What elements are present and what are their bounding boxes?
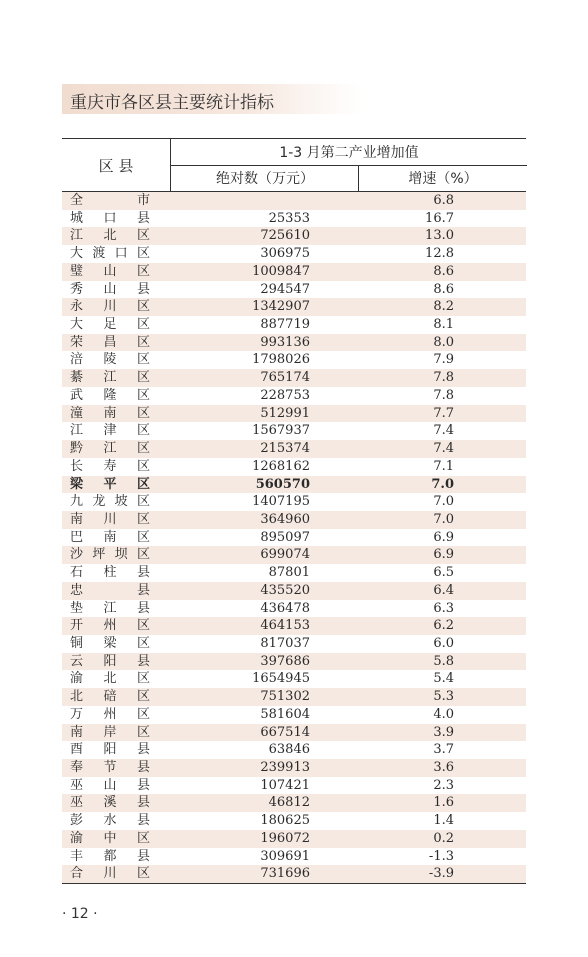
absolute-value: 1798026 — [252, 352, 310, 368]
growth-rate: 4.0 — [433, 706, 454, 722]
district-name: 石 柱 县 — [70, 565, 151, 581]
table-header — [62, 139, 526, 192]
table-row — [62, 440, 526, 458]
page-title: 重庆市各区县主要统计指标 — [70, 93, 274, 113]
absolute-value: 63846 — [268, 742, 310, 758]
growth-rate: 8.0 — [433, 334, 454, 350]
table-row — [62, 830, 526, 848]
district-name: 合 川 区 — [70, 866, 151, 882]
absolute-value: 1567937 — [252, 423, 310, 439]
absolute-value: 725610 — [260, 228, 310, 244]
growth-rate: 6.9 — [433, 529, 454, 545]
absolute-value: 817037 — [260, 635, 310, 651]
growth-rate: 7.4 — [433, 423, 454, 439]
district-name: 涪 陵 区 — [70, 352, 151, 368]
absolute-value: 731696 — [260, 866, 310, 882]
table-row — [62, 227, 526, 245]
table-row — [62, 369, 526, 387]
absolute-value: 397686 — [260, 653, 310, 669]
absolute-value: 581604 — [260, 706, 310, 722]
district-name: 荣 昌 区 — [70, 334, 151, 350]
table-body — [62, 192, 526, 883]
table-row — [62, 812, 526, 830]
growth-rate: 7.8 — [433, 387, 454, 403]
district-name: 酉 阳 县 — [70, 742, 151, 758]
table-row — [62, 493, 526, 511]
district-name: 南 岸 区 — [70, 724, 151, 740]
district-name: 巴 南 区 — [70, 529, 151, 545]
growth-rate: 8.6 — [433, 281, 454, 297]
absolute-value: 215374 — [260, 441, 310, 457]
growth-rate: 3.7 — [433, 742, 454, 758]
absolute-value: 228753 — [260, 387, 310, 403]
growth-rate: 6.8 — [433, 193, 454, 208]
growth-rate: 1.6 — [433, 795, 454, 811]
absolute-value: 294547 — [260, 281, 310, 297]
growth-rate: 3.6 — [433, 760, 454, 775]
table-row — [62, 564, 526, 582]
table-row — [62, 281, 526, 299]
growth-rate: 16.7 — [425, 210, 454, 226]
district-name: 彭 水 县 — [70, 813, 151, 829]
absolute-value: 699074 — [260, 547, 310, 563]
absolute-value: 1009847 — [252, 263, 310, 279]
table-row — [62, 334, 526, 352]
growth-rate: 7.0 — [433, 511, 454, 527]
absolute-value: 993136 — [260, 334, 310, 350]
table-row — [62, 511, 526, 529]
table-row — [62, 298, 526, 316]
growth-rate: 8.2 — [433, 299, 454, 315]
absolute-value: 196072 — [260, 830, 310, 846]
table-row — [62, 794, 526, 812]
growth-rate: 7.1 — [433, 458, 454, 474]
growth-rate: 7.0 — [431, 476, 454, 492]
absolute-value: 436478 — [260, 600, 310, 616]
growth-rate: 7.0 — [433, 494, 454, 510]
district-name: 綦 江 区 — [70, 370, 151, 386]
absolute-value: 364960 — [260, 511, 310, 527]
table-row — [62, 688, 526, 706]
district-name: 九 龙 坡 区 — [70, 494, 151, 510]
growth-rate: 8.1 — [433, 317, 454, 333]
stats-table — [62, 138, 526, 884]
table-row — [62, 458, 526, 476]
district-name: 武 隆 区 — [70, 387, 151, 403]
district-name: 梁 平 区 — [70, 476, 151, 492]
table-row — [62, 316, 526, 334]
absolute-value: 107421 — [260, 777, 310, 793]
growth-rate: 5.8 — [433, 653, 454, 669]
absolute-value: 309691 — [260, 848, 310, 864]
table-row — [62, 670, 526, 688]
absolute-value: 895097 — [260, 529, 310, 545]
growth-rate: -1.3 — [428, 848, 454, 864]
absolute-value: 1654945 — [252, 671, 310, 687]
table-row — [62, 263, 526, 281]
table-row — [62, 741, 526, 759]
growth-rate: -3.9 — [428, 866, 454, 882]
district-name: 铜 梁 区 — [70, 635, 151, 651]
district-name: 南 川 区 — [70, 511, 151, 527]
absolute-value: 751302 — [260, 689, 310, 705]
table-row — [62, 192, 526, 210]
table-row — [62, 706, 526, 724]
table-row — [62, 210, 526, 228]
district-name: 云 阳 县 — [70, 653, 151, 669]
district-name: 全 市 — [70, 193, 151, 208]
table-row — [62, 351, 526, 369]
table-row — [62, 635, 526, 653]
growth-rate: 13.0 — [425, 228, 454, 244]
absolute-value: 306975 — [260, 246, 310, 262]
absolute-value: 887719 — [260, 317, 310, 333]
growth-rate: 5.4 — [433, 671, 454, 687]
growth-rate: 6.9 — [433, 547, 454, 563]
page-number: · 12 · — [62, 906, 98, 922]
district-name: 城 口 县 — [70, 210, 151, 226]
district-name: 垫 江 县 — [70, 600, 151, 616]
growth-rate: 7.8 — [433, 370, 454, 386]
district-name: 忠 县 — [70, 582, 151, 598]
growth-rate: 6.3 — [433, 600, 454, 616]
growth-rate: 0.2 — [433, 830, 454, 846]
district-name: 永 川 区 — [70, 299, 151, 315]
district-name: 奉 节 县 — [70, 760, 151, 775]
district-name: 北 碚 区 — [70, 689, 151, 705]
absolute-value: 464153 — [260, 618, 310, 634]
district-name: 大 渡 口 区 — [70, 246, 151, 262]
absolute-value: 765174 — [260, 370, 310, 386]
table-row — [62, 405, 526, 423]
district-name: 璧 山 区 — [70, 263, 151, 279]
absolute-value: 46812 — [268, 795, 310, 811]
district-name: 长 寿 区 — [70, 458, 151, 474]
district-name: 大 足 区 — [70, 317, 151, 333]
header-district: 区 县 — [98, 156, 134, 175]
absolute-value: 435520 — [260, 582, 310, 598]
district-name: 渝 北 区 — [70, 671, 151, 687]
growth-rate: 6.0 — [433, 635, 454, 651]
header-group: 1-3 月第二产业增加值 — [170, 139, 527, 166]
growth-rate: 12.8 — [425, 246, 454, 262]
district-name: 巫 溪 县 — [70, 795, 151, 811]
district-name: 丰 都 县 — [70, 848, 151, 864]
absolute-value: 1268162 — [252, 458, 310, 474]
growth-rate: 6.5 — [433, 565, 454, 581]
absolute-value: 180625 — [260, 813, 310, 829]
absolute-value: 25353 — [268, 210, 310, 226]
table-row — [62, 724, 526, 742]
district-name: 沙 坪 坝 区 — [70, 547, 151, 563]
growth-rate: 7.4 — [433, 441, 454, 457]
growth-rate: 1.4 — [433, 813, 454, 829]
growth-rate: 8.6 — [433, 263, 454, 279]
district-name: 秀 山 县 — [70, 281, 151, 297]
header-absolute: 绝对数（万元） — [170, 165, 359, 191]
growth-rate: 3.9 — [433, 724, 454, 740]
growth-rate: 2.3 — [433, 777, 454, 793]
district-name: 江 北 区 — [70, 228, 151, 244]
district-name: 黔 江 区 — [70, 441, 151, 457]
absolute-value: 1342907 — [252, 299, 310, 315]
growth-rate: 5.3 — [433, 689, 454, 705]
table-row — [62, 245, 526, 263]
table-row — [62, 546, 526, 564]
absolute-value: 239913 — [260, 760, 310, 775]
table-row — [62, 582, 526, 600]
growth-rate: 6.2 — [433, 618, 454, 634]
section-title-bar — [62, 84, 362, 114]
table-row — [62, 617, 526, 635]
table-row — [62, 759, 526, 777]
district-name: 潼 南 区 — [70, 405, 151, 421]
table-row — [62, 777, 526, 795]
district-name: 万 州 区 — [70, 706, 151, 722]
absolute-value: 87801 — [268, 565, 310, 581]
district-name: 巫 山 县 — [70, 777, 151, 793]
absolute-value: 560570 — [255, 476, 310, 492]
table-row — [62, 600, 526, 618]
header-rate: 增速（%） — [358, 165, 527, 191]
table-row — [62, 848, 526, 866]
table-row — [62, 422, 526, 440]
absolute-value: 1407195 — [252, 494, 310, 510]
district-name: 开 州 区 — [70, 618, 151, 634]
district-name: 江 津 区 — [70, 423, 151, 439]
absolute-value: 667514 — [260, 724, 310, 740]
table-row — [62, 865, 526, 883]
district-name: 渝 中 区 — [70, 830, 151, 846]
growth-rate: 6.4 — [433, 582, 454, 598]
table-row — [62, 387, 526, 405]
absolute-value: 512991 — [260, 405, 310, 421]
table-row — [62, 529, 526, 547]
growth-rate: 7.9 — [433, 352, 454, 368]
growth-rate: 7.7 — [433, 405, 454, 421]
table-row — [62, 653, 526, 671]
table-row — [62, 476, 526, 494]
